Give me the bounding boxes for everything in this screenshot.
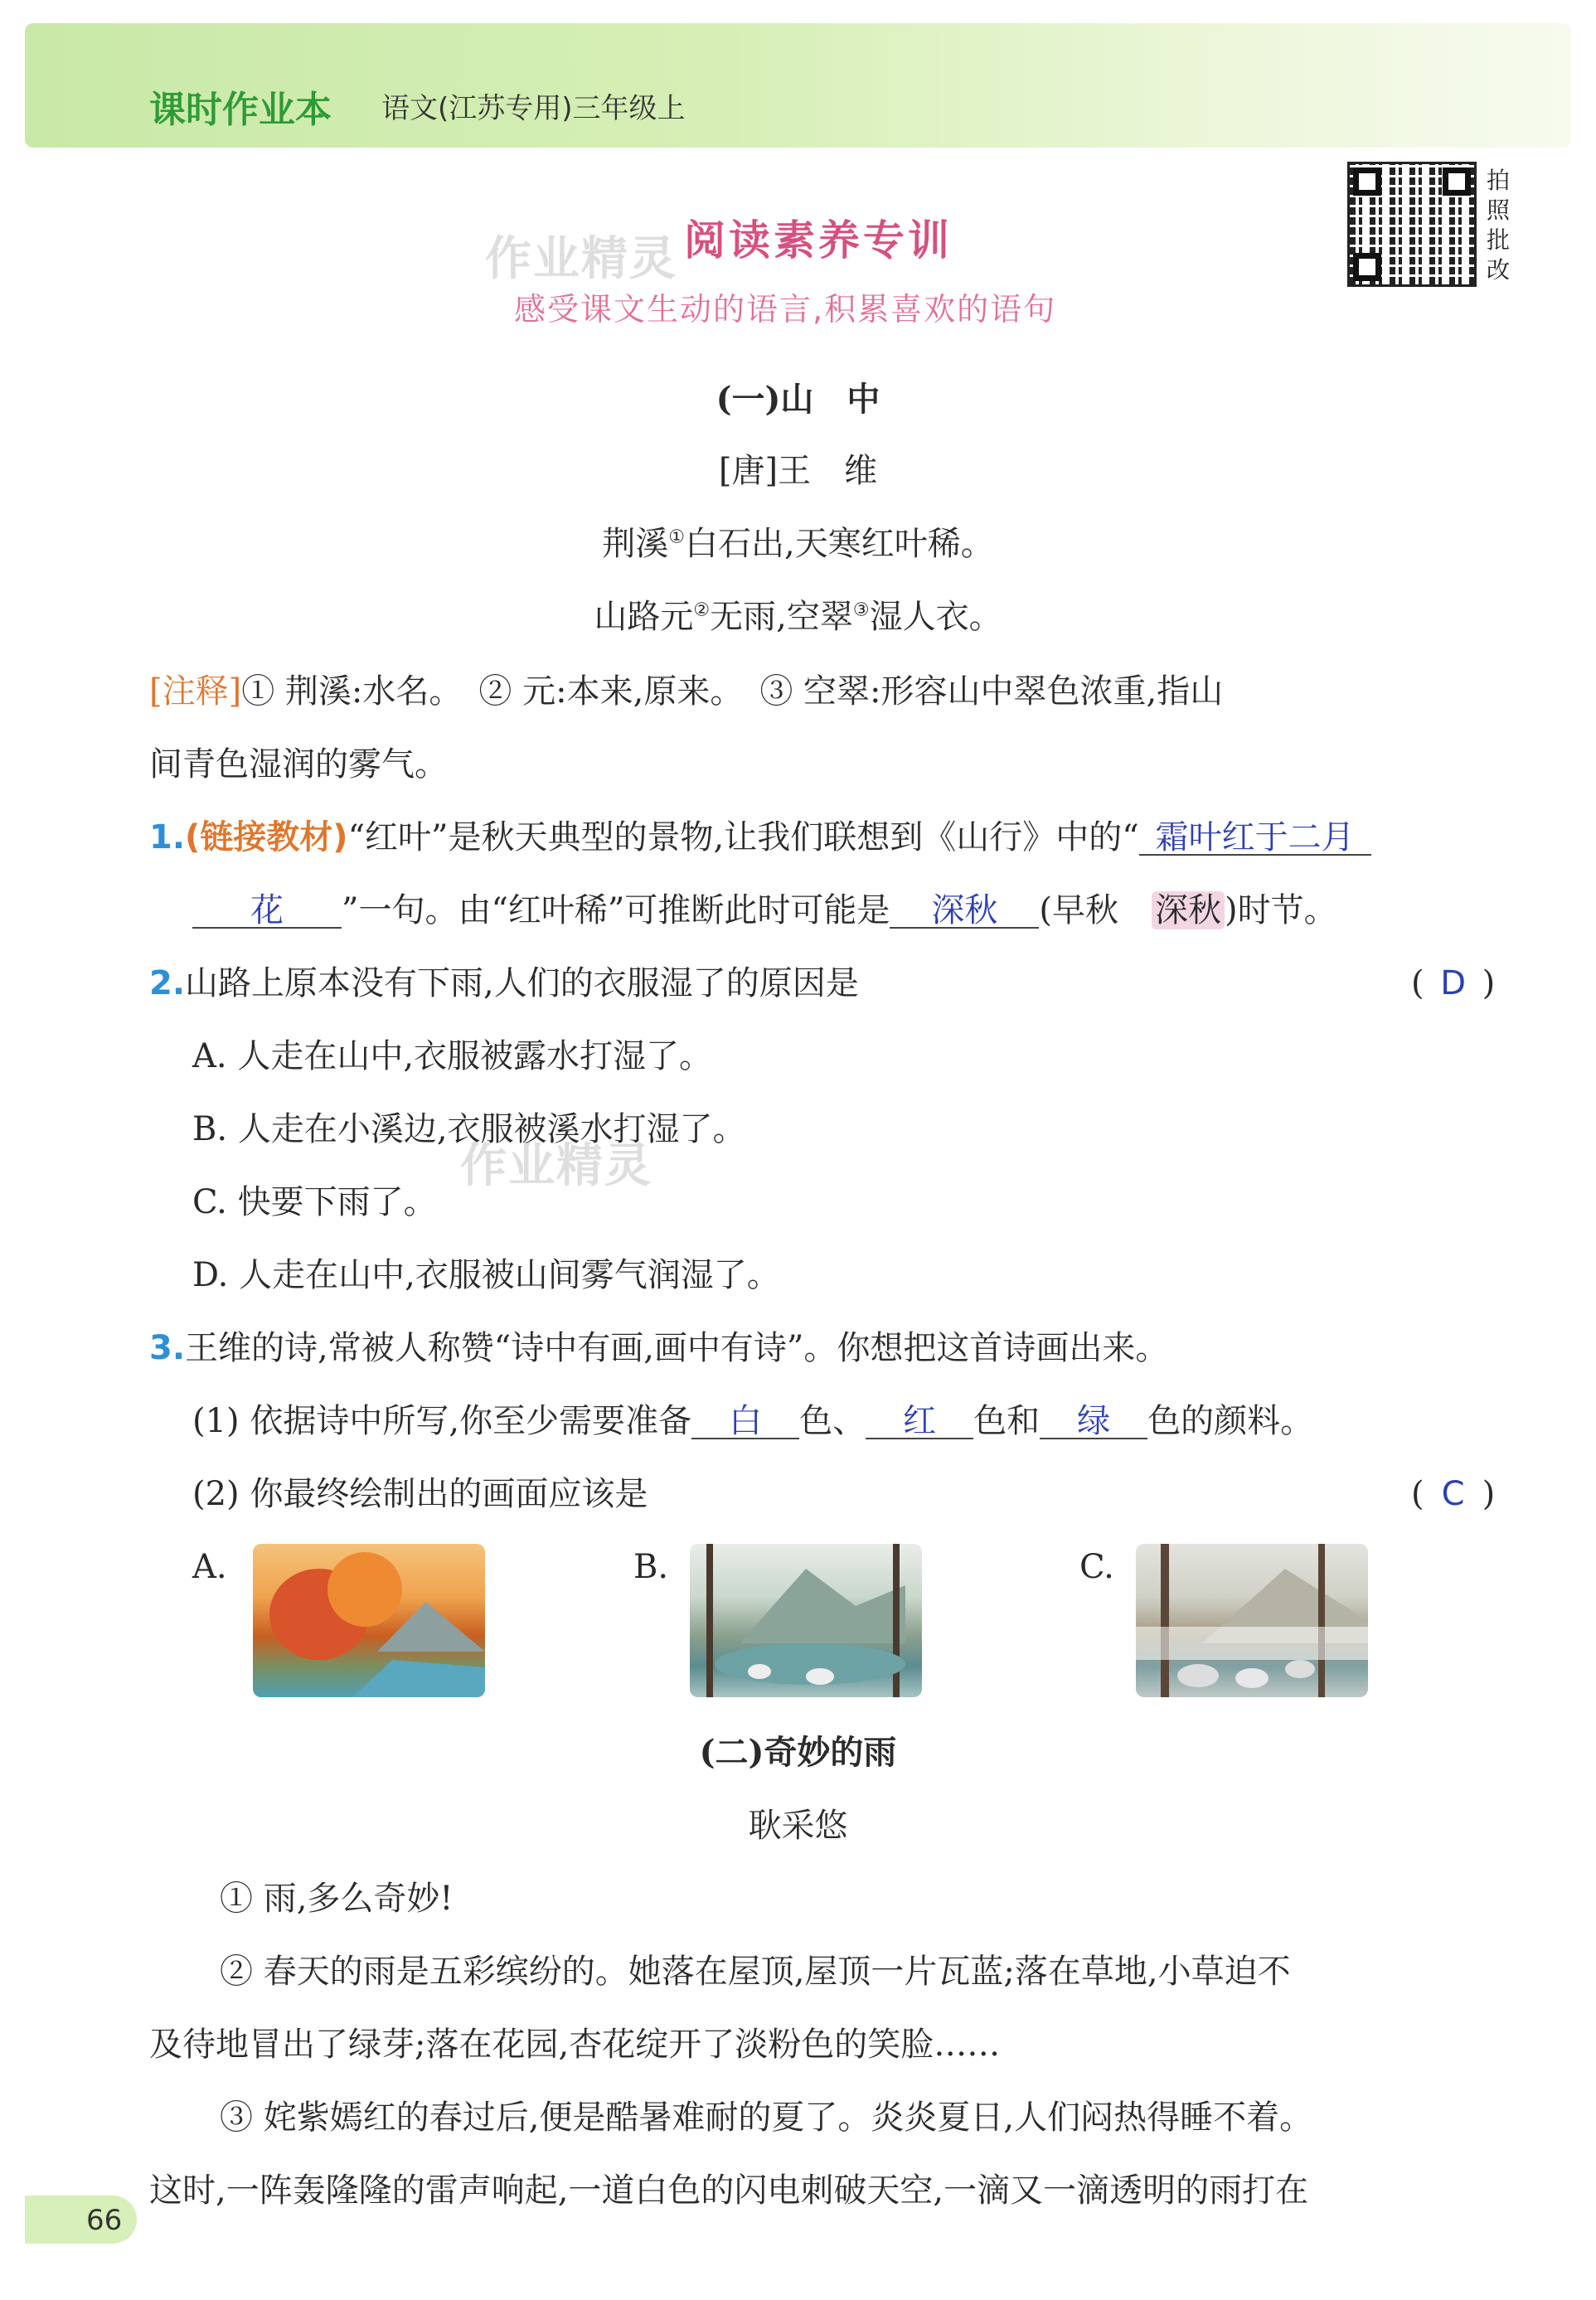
watermark: 作业精灵	[485, 232, 677, 286]
option-b: B. 人走在小溪边,衣服被溪水打湿了。	[192, 1110, 746, 1148]
question-3: 3.王维的诗,常被人称赞“诗中有画,画中有诗”。你想把这首诗画出来。	[149, 1329, 1169, 1367]
notes-line-2: 间青色湿润的雾气。	[149, 745, 448, 784]
question-2-answer[interactable]: ( D )	[1411, 964, 1496, 1002]
header-subtitle: 语文(江苏专用)三年级上	[381, 92, 686, 125]
story-paragraph-1: ① 雨,多么奇妙!	[220, 1880, 454, 1918]
question-1-line-1: 1.(链接教材)“红叶”是秋天典型的景物,让我们联想到《山行》中的“ 霜叶红于二月	[149, 821, 1371, 856]
answer-blank[interactable]: 花	[192, 894, 342, 929]
story-paragraph-2-line-1: ② 春天的雨是五彩缤纷的。她落在屋顶,屋顶一片瓦蓝;落在草地,小草迫不	[220, 1953, 1291, 1991]
picture-option-c-label: C.	[1079, 1548, 1114, 1586]
option-a: A. 人走在山中,衣服被露水打湿了。	[192, 1037, 713, 1075]
section-title: 阅读素养专训	[684, 216, 953, 264]
question-3-answer[interactable]: ( C )	[1411, 1475, 1496, 1513]
option-d: D. 人走在山中,衣服被山间雾气润湿了。	[192, 1256, 780, 1294]
header-brand: 课时作业本	[149, 89, 332, 131]
option-c: C. 快要下雨了。	[192, 1183, 437, 1221]
page-number-badge	[25, 2196, 137, 2244]
story-title: (二)奇妙的雨	[699, 1733, 897, 1772]
picture-option-c[interactable]	[1136, 1544, 1368, 1697]
watermark: 作业精灵	[460, 1139, 652, 1193]
poem-line-1: 荆溪①白石出,天寒红叶稀。	[602, 525, 994, 563]
section-subtitle: 感受课文生动的语言,积累喜欢的语句	[514, 291, 1057, 328]
answer-blank[interactable]: 白	[691, 1405, 799, 1439]
highlighted-choice: 深秋	[1152, 891, 1225, 929]
question-1-line-2: 花 ”一句。由“红叶稀”可推断此时可能是 深秋 (早秋 深秋 )时节。	[192, 894, 1337, 929]
question-3-sub-1: (1) 依据诗中所写,你至少需要准备 白 色、 红 色和 绿 色的颜料。	[192, 1402, 1314, 1440]
answer-blank[interactable]: 绿	[1040, 1405, 1147, 1439]
picture-option-b-label: B.	[633, 1548, 669, 1586]
poem-title: (一)山 中	[716, 380, 880, 419]
qr-code-icon[interactable]	[1347, 162, 1477, 287]
picture-option-a[interactable]	[253, 1544, 485, 1697]
answer-blank[interactable]: 红	[866, 1405, 973, 1439]
story-paragraph-2-line-2: 及待地冒出了绿芽;落在花园,杏花绽开了淡粉色的笑脸……	[149, 2026, 1001, 2064]
picture-option-a-label: A.	[192, 1548, 227, 1586]
answer-blank[interactable]: 霜叶红于二月	[1139, 821, 1371, 856]
story-author: 耿采悠	[748, 1807, 848, 1845]
poem-author: [唐]王 维	[718, 452, 878, 490]
qr-label: 拍照批改	[1487, 167, 1511, 284]
answer-blank[interactable]: 深秋	[890, 894, 1039, 929]
notes-tag: [注释]	[149, 672, 242, 711]
picture-option-b[interactable]	[690, 1544, 922, 1697]
page-number: 66	[86, 2204, 123, 2237]
story-paragraph-3-line-2: 这时,一阵轰隆隆的雷声响起,一道白色的闪电刺破天空,一滴又一滴透明的雨打在	[149, 2171, 1309, 2210]
story-paragraph-3-line-1: ③ 姹紫嫣红的春过后,便是酷暑难耐的夏了。炎炎夏日,人们闷热得睡不着。	[220, 2099, 1313, 2137]
question-2: 2.山路上原本没有下雨,人们的衣服湿了的原因是	[149, 964, 859, 1002]
question-3-sub-2: (2) 你最终绘制出的画面应该是	[192, 1475, 648, 1513]
poem-line-2: 山路元②无雨,空翠③湿人衣。	[594, 598, 1002, 636]
notes-line-1: [注释]① 荆溪:水名。 ② 元:本来,原来。 ③ 空翠:形容山中翠色浓重,指山	[149, 672, 1224, 711]
